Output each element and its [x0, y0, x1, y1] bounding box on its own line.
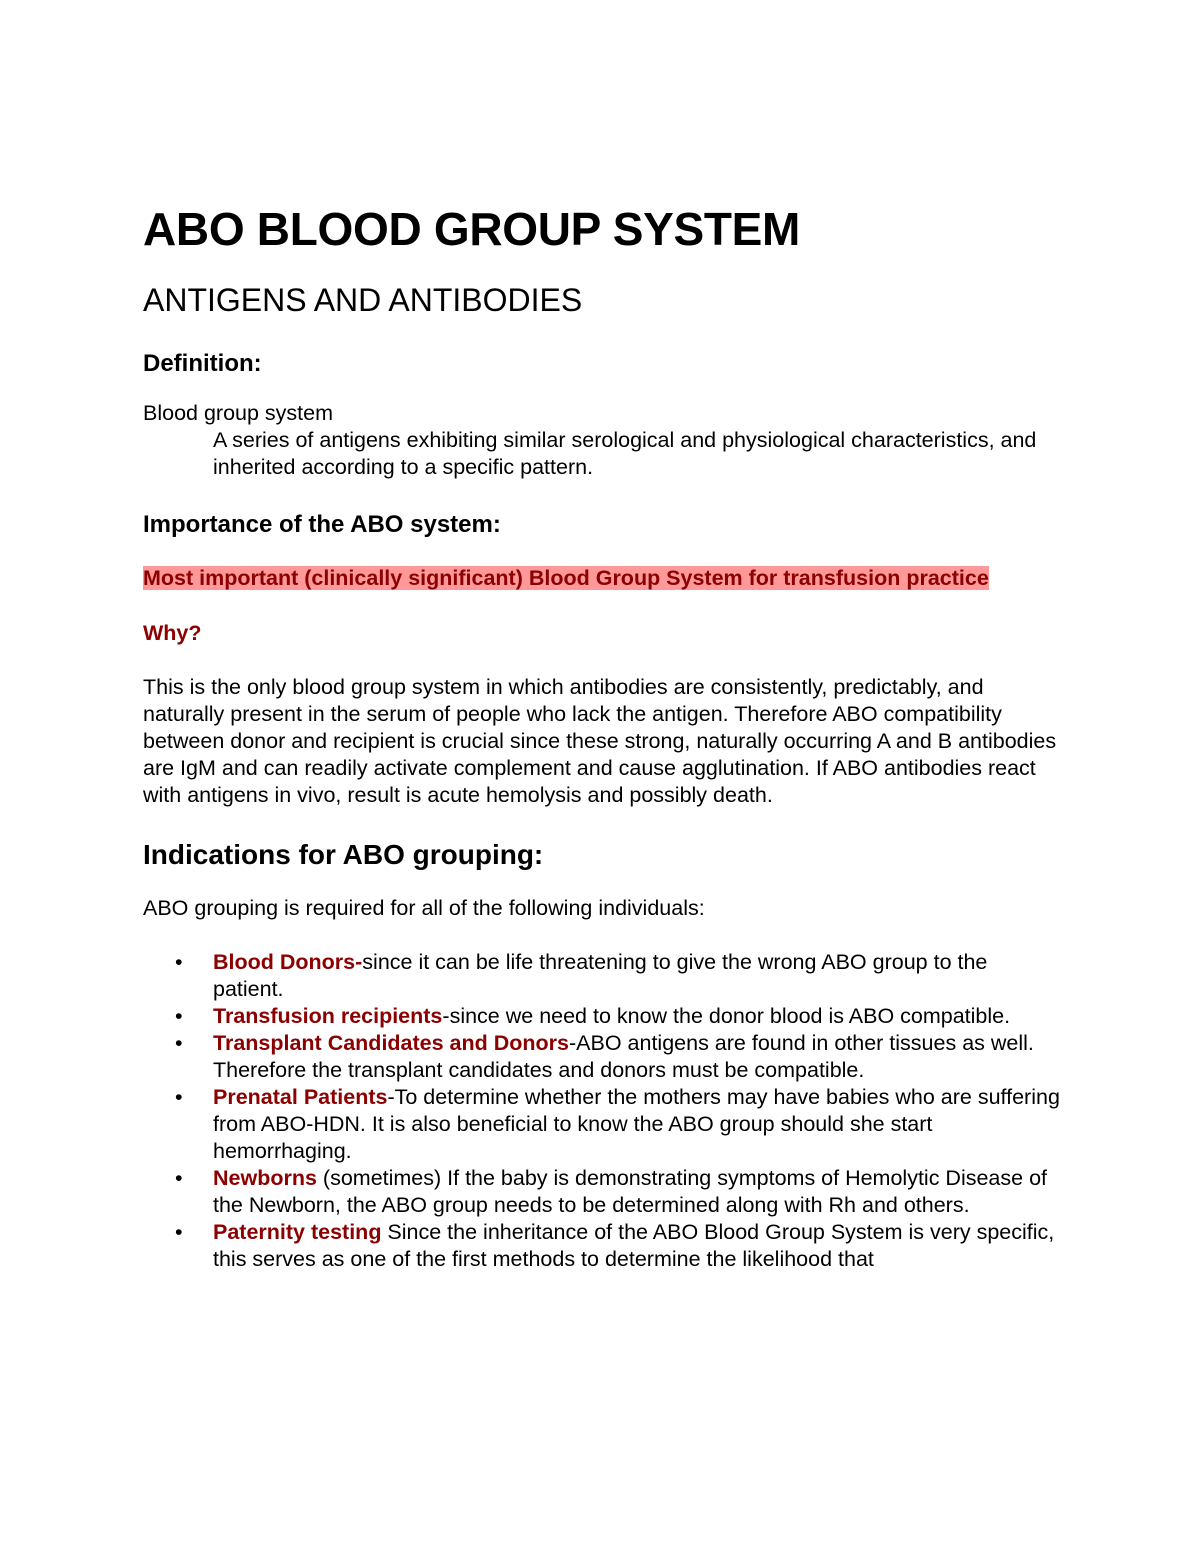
definition-heading: Definition:: [143, 350, 262, 377]
item-term: Paternity testing: [213, 1220, 382, 1244]
item-text: since it can be life threatening to give the wrong ABO group to the patient.: [213, 950, 988, 1001]
list-item: [143, 1165, 1063, 1219]
item-term: Transfusion recipients: [213, 1004, 443, 1028]
item-text: -ABO antigens are found in other tissues as well. Therefore the transplant candidates and donors must be compatible.: [213, 1031, 1034, 1082]
document-title: ABO BLOOD GROUP SYSTEM: [143, 203, 801, 255]
list-item: [143, 1030, 1063, 1084]
item-text: -since we need to know the donor blood is ABO compatible.: [442, 1004, 1011, 1028]
item-term: Newborns: [213, 1166, 317, 1190]
highlighted-text: Most important (clinically significant) Blood Group System for transfusion practice: [143, 566, 989, 590]
bullet-icon: •: [175, 1220, 183, 1244]
importance-heading: Importance of the ABO system:: [143, 511, 501, 538]
bullet-icon: •: [175, 1031, 183, 1055]
list-item: [143, 949, 1063, 1003]
indications-list: [143, 949, 1063, 1273]
definition-term: Blood group system: [143, 401, 334, 425]
list-item: [143, 1003, 1063, 1030]
importance-paragraph: This is the only blood group system in which antibodies are consistently, predictably, and naturally present in the serum of people who lack the antigen. Therefore ABO compatibility between donor and recipient is crucial since these strong, naturally occurring A and B antibodies are IgM and can readily activate complement and cause agglutination. If ABO antibodies react with antigens in vivo, result is acute hemolysis and possibly death.: [143, 675, 1057, 807]
bullet-icon: •: [175, 950, 183, 974]
why-label: Why?: [143, 621, 202, 645]
indications-intro: ABO grouping is required for all of the following individuals:: [143, 896, 705, 920]
indications-heading: Indications for ABO grouping:: [143, 839, 544, 870]
importance-highlight: [143, 565, 1063, 592]
item-term: Blood Donors-: [213, 950, 363, 974]
item-text: (sometimes) If the baby is demonstrating symptoms of Hemolytic Disease of the Newborn, the ABO group needs to be determined along with Rh and others.: [213, 1166, 1048, 1217]
list-item: [143, 1084, 1063, 1165]
document-page: [143, 198, 1063, 1273]
item-term: Prenatal Patients: [213, 1085, 388, 1109]
list-item: [143, 1219, 1063, 1273]
item-term: Transplant Candidates and Donors: [213, 1031, 569, 1055]
document-subtitle: ANTIGENS AND ANTIBODIES: [143, 282, 583, 318]
bullet-icon: •: [175, 1085, 183, 1109]
bullet-icon: •: [175, 1004, 183, 1028]
item-text: -To determine whether the mothers may have babies who are suffering from ABO-HDN. It is also beneficial to know the ABO group should she start hemorrhaging.: [213, 1085, 1060, 1163]
bullet-icon: •: [175, 1166, 183, 1190]
item-text: Since the inheritance of the ABO Blood Group System is very specific, this serves as one of the first methods to determine the likelihood that: [213, 1220, 1055, 1271]
definition-text: A series of antigens exhibiting similar serological and physiological characteristics, and inherited according to a specific pattern.: [213, 428, 1037, 479]
